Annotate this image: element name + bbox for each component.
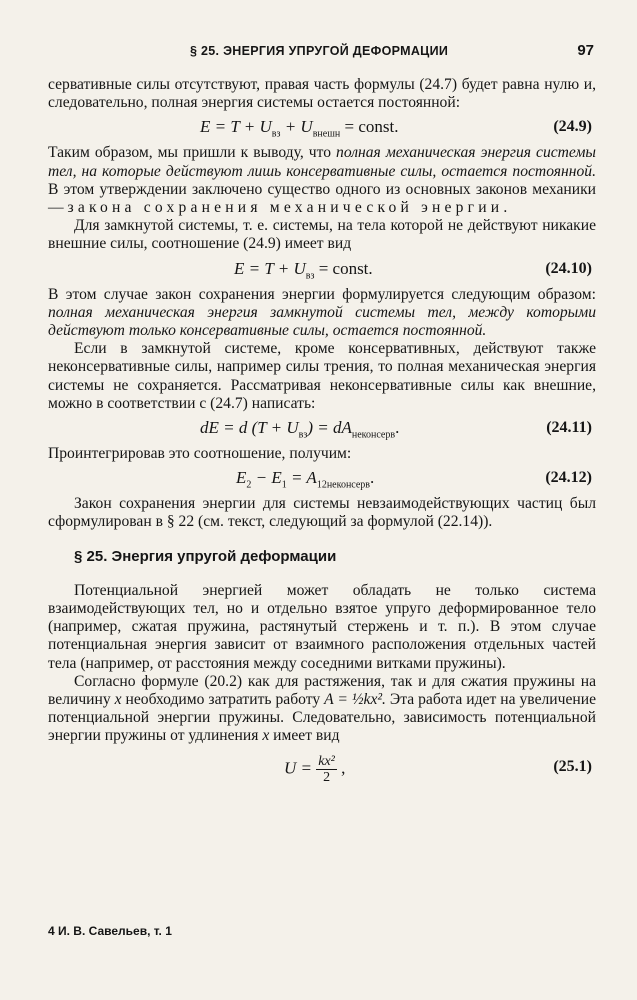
paragraph-4: В этом случае закон сохранения энергии формулируется следующим образом: полная механическая энергия замкнутой системы тел, между которыми действуют только консервативные силы, остается постоянной.	[48, 285, 596, 340]
paragraph-1: сервативные силы отсутствуют, правая часть формулы (24.7) будет равна нулю и, следовательно, полная энергия системы остается постоянной:	[48, 76, 596, 112]
paragraph-3: Для замкнутой системы, т. е. системы, на тела которой не действуют никакие внешние силы, соотношение (24.9) имеет вид	[48, 217, 596, 253]
equation-24-12	[48, 465, 596, 493]
page-number: 97	[577, 42, 594, 59]
header-title: § 25. ЭНЕРГИЯ УПРУГОЙ ДЕФОРМАЦИИ	[190, 44, 449, 58]
paragraph-7: Закон сохранения энергии для системы невзаимодействующих частиц был сформулирован в § 22 (см. текст, следующий за формулой (22.14)).	[48, 495, 596, 531]
equation-formula: dE = d $(T + U_{вз}) = dA_{неконсерв}$.	[200, 418, 400, 441]
equation-24-9	[48, 114, 596, 142]
equation-formula: $E = T + U_{вз} + U_{внешн}$ = const.	[200, 117, 399, 140]
equation-formula: U = $\frac{\text{kx²}}{2}$ ,	[284, 753, 346, 785]
equation-number: (24.12)	[545, 469, 592, 487]
equation-number: (24.11)	[546, 419, 592, 437]
signature-footer: 4 И. В. Савельев, т. 1	[48, 924, 172, 938]
running-header	[48, 44, 596, 64]
equation-24-10	[48, 256, 596, 284]
equation-number: (24.10)	[545, 259, 592, 277]
equation-formula: $E_2 - E_1 = A_{12неконсерв}$.	[236, 468, 375, 491]
paragraph-6: Проинтегрировав это соотношение, получим:	[48, 445, 352, 463]
equation-number: (25.1)	[553, 757, 592, 775]
equation-formula: $E = T + U_{вз}$ = const.	[234, 258, 373, 282]
page-body	[48, 76, 596, 790]
equation-25-1	[48, 748, 596, 788]
paragraph-8: Потенциальной энергией может обладать не только система взаимодействующих тел, но и отдельно взятое упруго деформированное тело (например, сжатая пружина, растянутый стержень и т. п.). В этом случае потенциальная энергия зависит от взаимного расположения отдельных частей тела (например, от расстояния между соседними витками пружины).	[48, 581, 596, 672]
section-heading: § 25. Энергия упругой деформации	[74, 547, 337, 565]
paragraph-5: Если в замкнутой системе, кроме консервативных, действуют также неконсервативные силы, например силы трения, то полная механическая энергия системы не сохраняется. Рассматривая неконсервативные силы как внешние, можно в соответствии с (24.7) написать:	[48, 340, 596, 412]
paragraph-9: Согласно формуле (20.2) как для растяжения, так и для сжатия пружины на величину x необходимо затратить работу A = ½kx². Эта работа идет на увеличение потенциальной энергии пружины. Следовательно, зависимость потенциальной энергии пружины от удлинения x имеет вид	[48, 672, 596, 745]
paragraph-2: Таким образом, мы пришли к выводу, что полная механическая энергия системы тел, на которые действуют лишь консервативные силы, остается постоянной. В этом утверждении заключено существо одного из основных законов механики — закона сохранения механической энергии.	[48, 144, 596, 217]
equation-24-11	[48, 415, 596, 443]
equation-number: (24.9)	[553, 118, 592, 136]
